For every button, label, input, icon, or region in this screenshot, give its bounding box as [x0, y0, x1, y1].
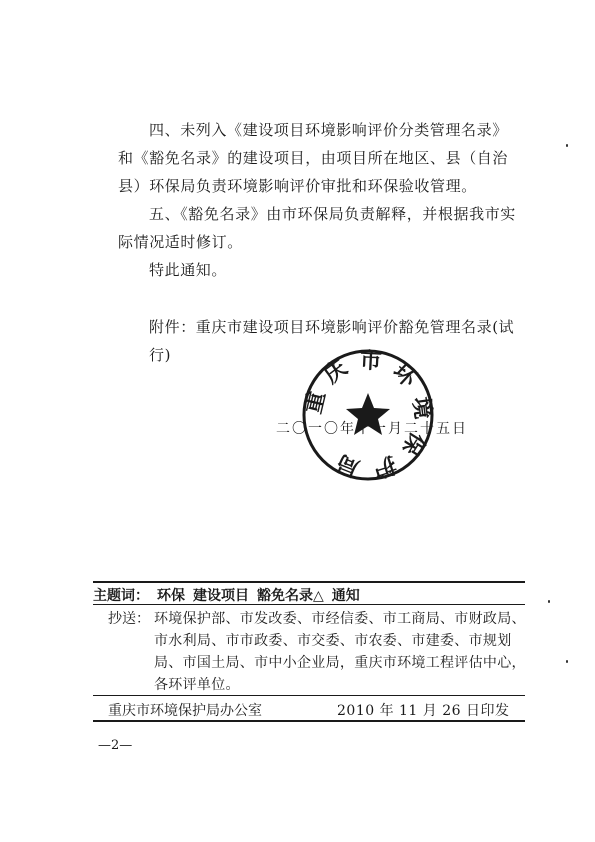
- scan-speck: [566, 660, 568, 663]
- closing-notice: 特此通知。: [149, 261, 228, 279]
- cc-recipients: 环境保护部、市发改委、市经信委、市工商局、市财政局、市水利局、市市政委、市交委、市农委、市建委、市规划局、市国土局、市中小企业局，重庆市环境工程评估中心，各环评单位。: [154, 611, 526, 693]
- page-number: —2—: [98, 738, 133, 753]
- cc-label: 抄送：: [108, 611, 150, 627]
- print-date: 2010 年 11 月 26 日印发: [337, 703, 510, 719]
- paragraph-item-5: 五、《豁免名录》由市环保局负责解释，并根据我市实际情况适时修订。: [118, 205, 516, 251]
- scan-speck: [566, 144, 568, 147]
- attachment-line: 附件：重庆市建设项目环境影响评价豁免管理名录(试行): [149, 318, 515, 364]
- subject-term: 环保: [157, 588, 185, 604]
- paragraph-item-4: 四、未列入《建设项目环境影响评价分类管理名录》和《豁免名录》的建设项目，由项目所在地区、县（自治县）环保局负责环境影响评价审批和环保验收管理。: [118, 121, 509, 195]
- footer-rule-top: [93, 581, 525, 583]
- footer-rule-mid: [93, 604, 525, 605]
- footer-rule-bottom: [93, 720, 525, 722]
- subject-term: 建设项目: [193, 588, 249, 604]
- footer-rule-issuer: [93, 695, 525, 696]
- issuing-office: 重庆市环境保护局办公室: [108, 703, 262, 719]
- seal-text: 重庆市环境保护局: [301, 348, 435, 482]
- subject-term: 豁免名录△: [257, 588, 324, 604]
- issue-date: 二〇一〇年十一月二十五日: [276, 421, 468, 437]
- scan-speck: [548, 600, 550, 603]
- subject-words: [93, 585, 368, 605]
- subject-term: 通知: [331, 588, 360, 604]
- star-icon: [346, 393, 390, 435]
- subject-label: 主题词：: [93, 588, 149, 604]
- official-seal: [298, 345, 438, 485]
